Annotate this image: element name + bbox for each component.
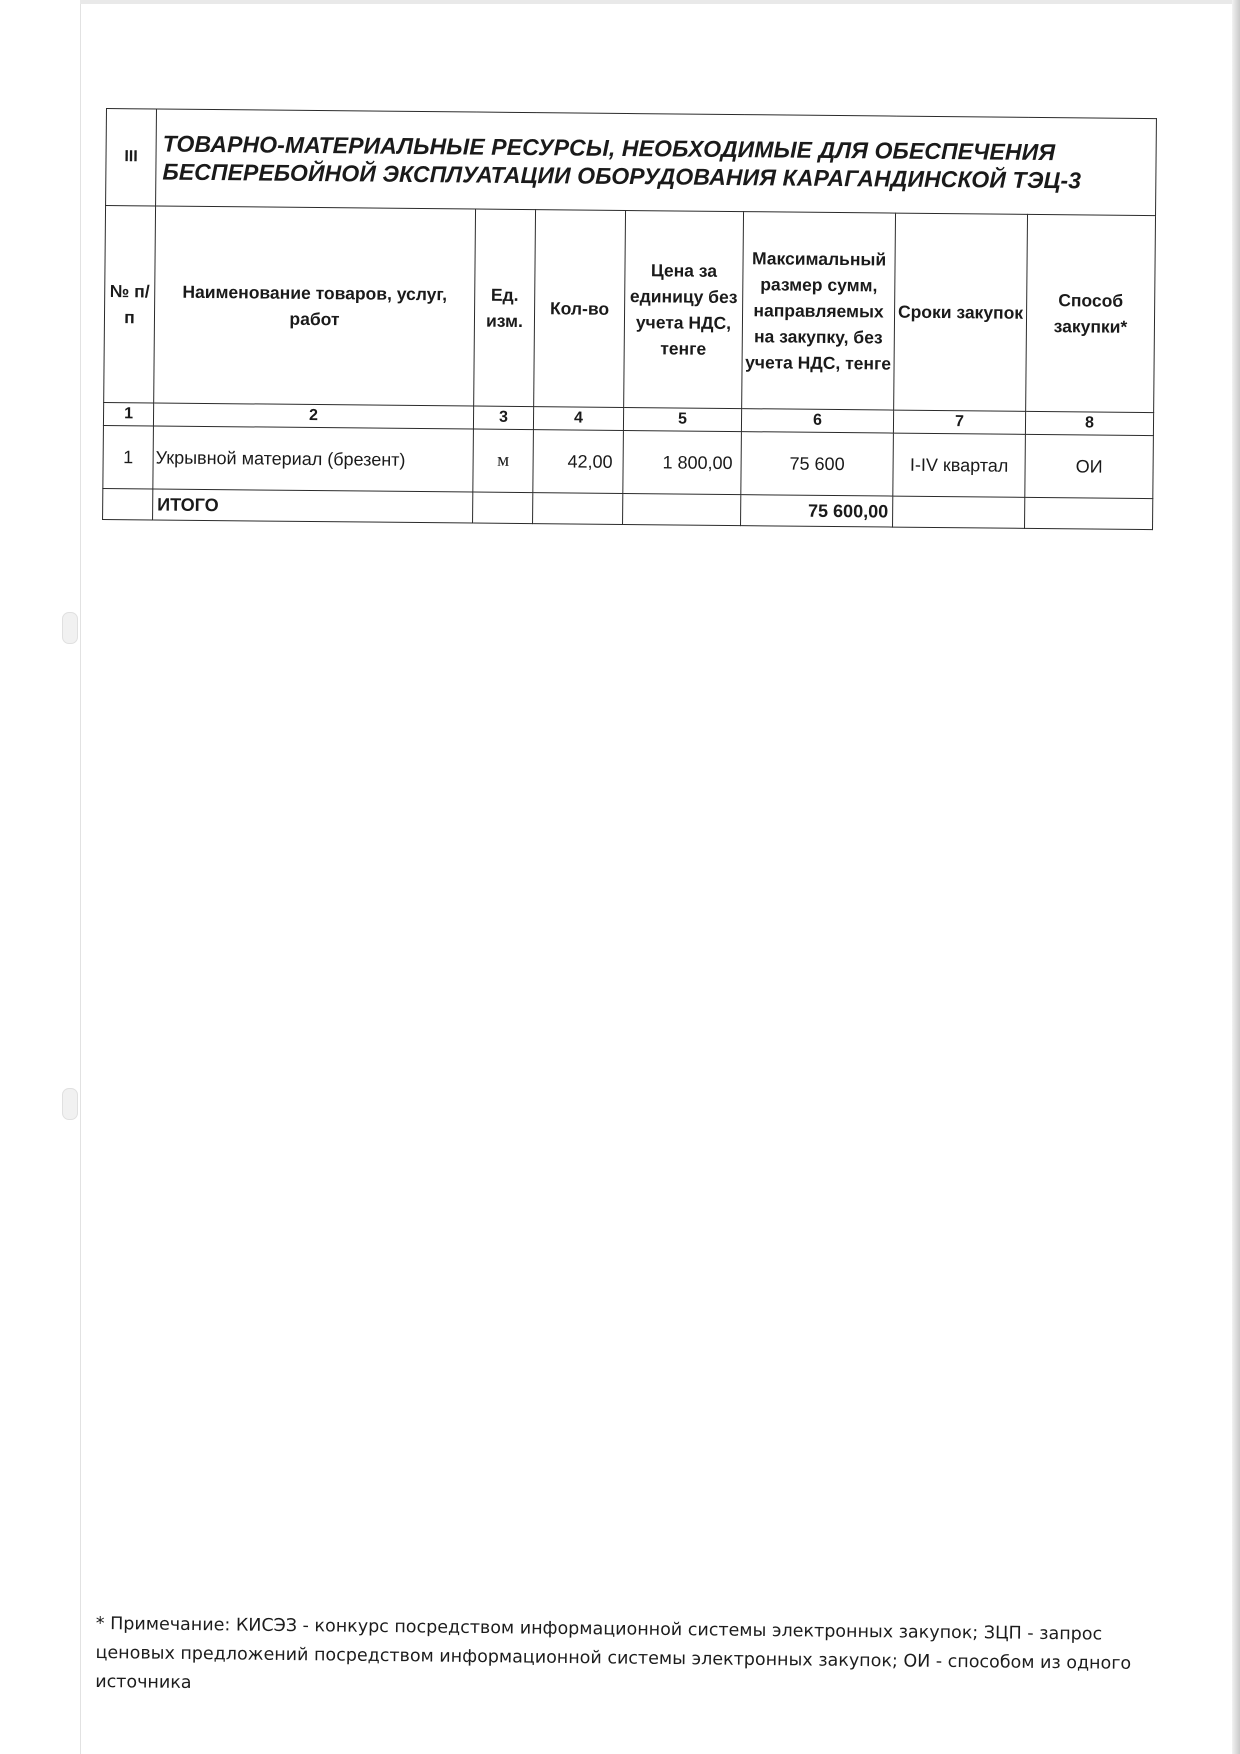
column-number: 8 [1025,411,1153,435]
total-label: ИТОГО [153,489,473,523]
footnote: * Примечание: КИСЭЗ - конкурс посредством информационной системы электронных закупок; ЗЦП - запрос ценовых предложений посредством информационной системы электронных закупок; ОИ - способом из одного источника [95,1613,1132,1694]
column-number: 5 [623,407,741,431]
column-number: 2 [153,403,473,429]
header-max-sum: Максимальный размер сумм, направляемых на закупку, без учета НДС, тенге [742,212,896,410]
header-price: Цена за единицу без учета НДС, тенге [624,210,744,408]
header-row [104,206,1156,413]
punch-hole [62,612,78,644]
column-number: 4 [533,407,623,431]
punch-hole [62,1088,78,1120]
section-title: ТОВАРНО-МАТЕРИАЛЬНЫЕ РЕСУРСЫ, НЕОБХОДИМЫЕ ДЛЯ ОБЕСПЕЧЕНИЯ БЕСПЕРЕБОЙНОЙ ЭКСПЛУАТАЦИИ ОБОРУДОВАНИЯ КАРАГАНДИНСКОЙ ТЭЦ-3 [156,109,1157,216]
section-number: III [106,109,157,206]
column-number: 7 [893,410,1025,434]
total-empty-cell [623,493,741,525]
scan-page-edge [80,0,81,1754]
total-empty-cell [473,492,533,524]
resources-table [102,108,1157,530]
total-empty-cell [533,493,623,525]
cell-method: ОИ [1025,434,1154,498]
scan-top-edge [80,0,1240,4]
section-row [106,109,1157,216]
header-qty: Кол-во [534,210,626,408]
cell-unit: м [473,429,534,493]
header-name: Наименование товаров, услуг, работ [154,206,476,406]
cell-price: 1 800,00 [623,430,742,494]
header-period: Сроки закупок [894,213,1028,411]
cell-qty: 42,00 [533,430,624,494]
total-empty-cell [893,496,1025,528]
column-number: 6 [741,409,893,433]
cell-max-sum: 75 600 [741,432,894,496]
total-value: 75 600,00 [741,495,893,527]
table-row [103,425,1154,498]
total-empty-cell [103,488,153,519]
cell-period: I-IV квартал [893,433,1026,497]
total-empty-cell [1025,497,1153,529]
cell-name: Укрывной материал (брезент) [153,426,474,492]
scan-right-shadow [1232,0,1240,1754]
cell-num: 1 [103,425,154,488]
header-unit: Ед. изм. [474,209,536,407]
resources-table-container [102,108,1156,530]
column-number: 1 [103,402,153,425]
header-num: № п/п [104,206,156,403]
header-method: Способ закупки* [1026,214,1156,412]
column-number: 3 [473,406,533,430]
